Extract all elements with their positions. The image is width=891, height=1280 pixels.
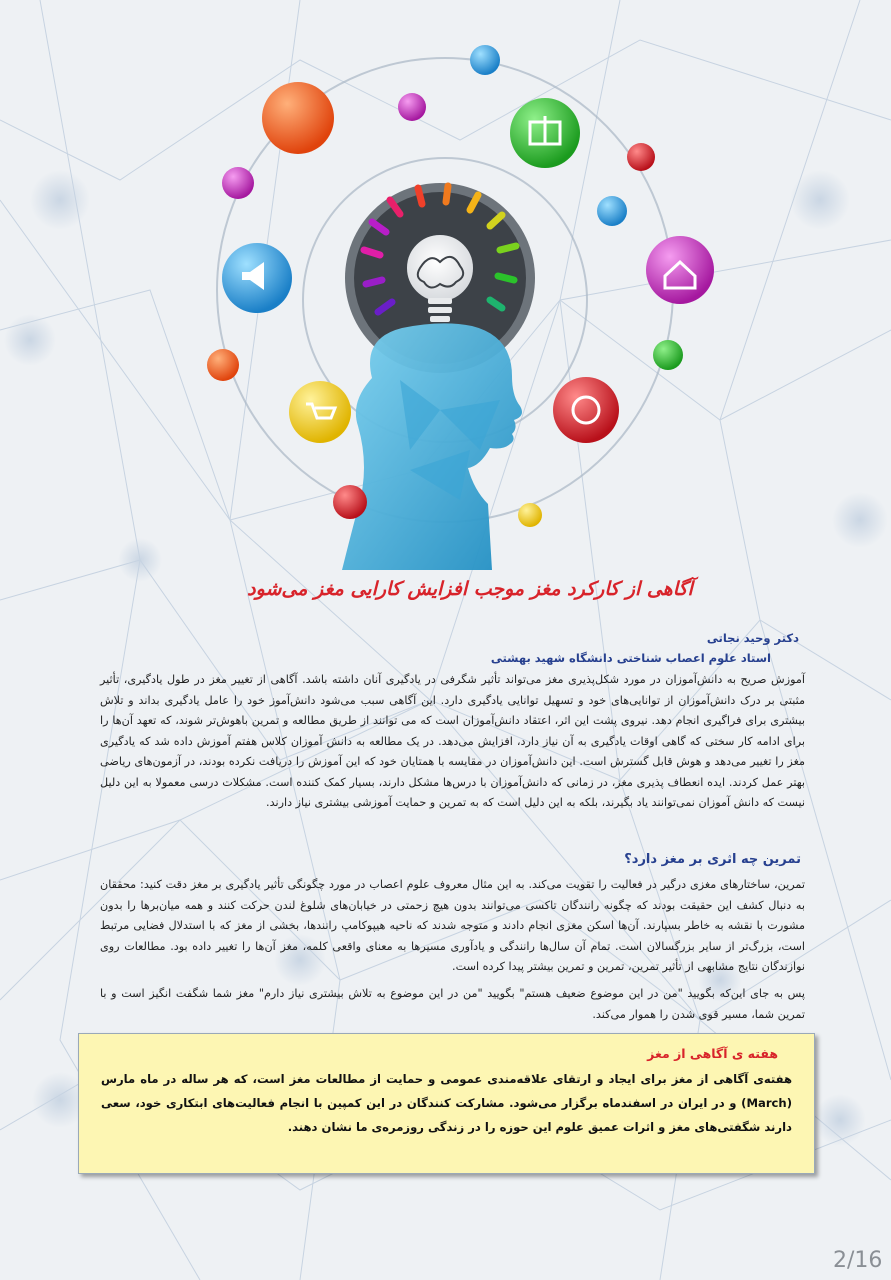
section-heading (301, 852, 801, 867)
paragraph-2: تمرین، ساختارهای مغزی درگیر در فعالیت را تقویت می‌کند. به این مثال معروف علوم اعصاب در مورد چگونگی تأثیر یادگیری بر مغز دقت کنید: محققان به دنبال کشف این حقیقت بودند که چگونه رانندگان تاکسی می‌توانند بدون هیچ زحمتی در خیابان‌های شلوغ لندن حرکت کنند و همه میان‌برها را بدون مشورت با نقشه به خاطر بسپارند. آن‌ها اسکن مغزی انجام دادند و متوجه شدند که ناحیه هیپوکامپ رانندها، بخشی از مغز که با استدلال فضایی مرتبط است، بزرگ‌تر از سایر بزرگسالان است. تمام آن سال‌ها رانندگی و یادآوری مسیرها به معنای واقعی کلمه، مغز آن‌ها را تغییر داده بود. مطالعات روی نوازندگان نتایج مشابهی از تأثیر تمرین، تمرین و تمرین بیشتر پیدا کرده است. (100, 878, 805, 973)
paragraph-3: پس به جای این‌که بگویید "من در این موضوع ضعیف هستم" بگویید "من در این موضوع به تلاش بیشتری نیاز دارم" مغز شما شگفت انگیز است و با تمرین شما، مسیر قوی شدن را هموار می‌کند. (100, 987, 805, 1021)
callout-body: هفته‌ی آگاهی از مغز برای ایجاد و ارتقای علاقه‌مندی عمومی و حمایت از مطالعات مغز است، که هر ساله در ماه مارس (March) و در ایران در اسفندماه برگزار می‌شود. مشارکت کنندگان در این کمپین با انجام فعالیت‌های ابتکاری خود، سعی دارند شگفتی‌های مغز و اثرات عمیق علوم این حوزه را در زندگی روزمره‌ی ما نشان دهند. (101, 1072, 792, 1134)
author-block (99, 628, 799, 668)
paragraph-1: آموزش صریح به دانش‌آموزان در مورد شکل‌پذیری مغز می‌تواند تأثیر شگرفی در یادگیری آنان داشته باشد. آگاهی از تغییر مغز در طول یادگیری، تأثیر مثبتی بر درک دانش‌آموزان از توانایی‌های خود و تسهیل توانایی یادگیری دارد. این آگاهی سبب می‌شود دانش‌آموز خود را عامل یادگیری بداند و تلاش بیشتری برای فراگیری انجام دهد. نیروی پشت این اثر، اعتقاد دانش‌آموزان است که می توانند از طریق مطالعه و تمرین باهوش‌تر شوند، که تعهد آن‌ها را برای ادامه کار سختی که گاهی اوقات یادگیری به آن نیاز دارد، افزایش می‌دهد. در یک مطالعه به دانش آموزان کلاس هفتم آموزش داده شد که یادگیری مغز را تغییر می‌دهد و هوش قابل گسترش است. این دانش‌آموزان در مقایسه با همتایان خود که این آموزش را دریافت نکرده بودند، در آزمون‌های ریاضی بهتر عمل کردند. ایده انعطاف پذیری مغز، در زمانی که دانش‌آموزان با درس‌ها مشکل دارند، بسیار کمک کننده است. مشکلات درسی معمولا به این دلیل نیست که دانش آموزان نمی‌توانند یاد بگیرند، بلکه به این دلیل است که به تمرین و حمایت آموزشی بیشتری نیاز دارند. (100, 673, 805, 809)
article-title: آگاهی از کارکرد مغز موجب افزایش کارایی مغز می‌شود (247, 578, 693, 600)
page-number: 2/16 (833, 1248, 883, 1273)
author-name: دکتر وحید نجاتی (706, 631, 799, 645)
callout-title: هفته ی آگاهی از مغز (647, 1046, 778, 1061)
section-heading-text: تمرین چه اثری بر مغز دارد؟ (624, 852, 801, 867)
brain-lightbulb-illustration (0, 0, 891, 580)
callout-box (78, 1033, 815, 1174)
author-affiliation: استاد علوم اعصاب شناختی دانشگاه شهید بهشتی (490, 651, 771, 665)
